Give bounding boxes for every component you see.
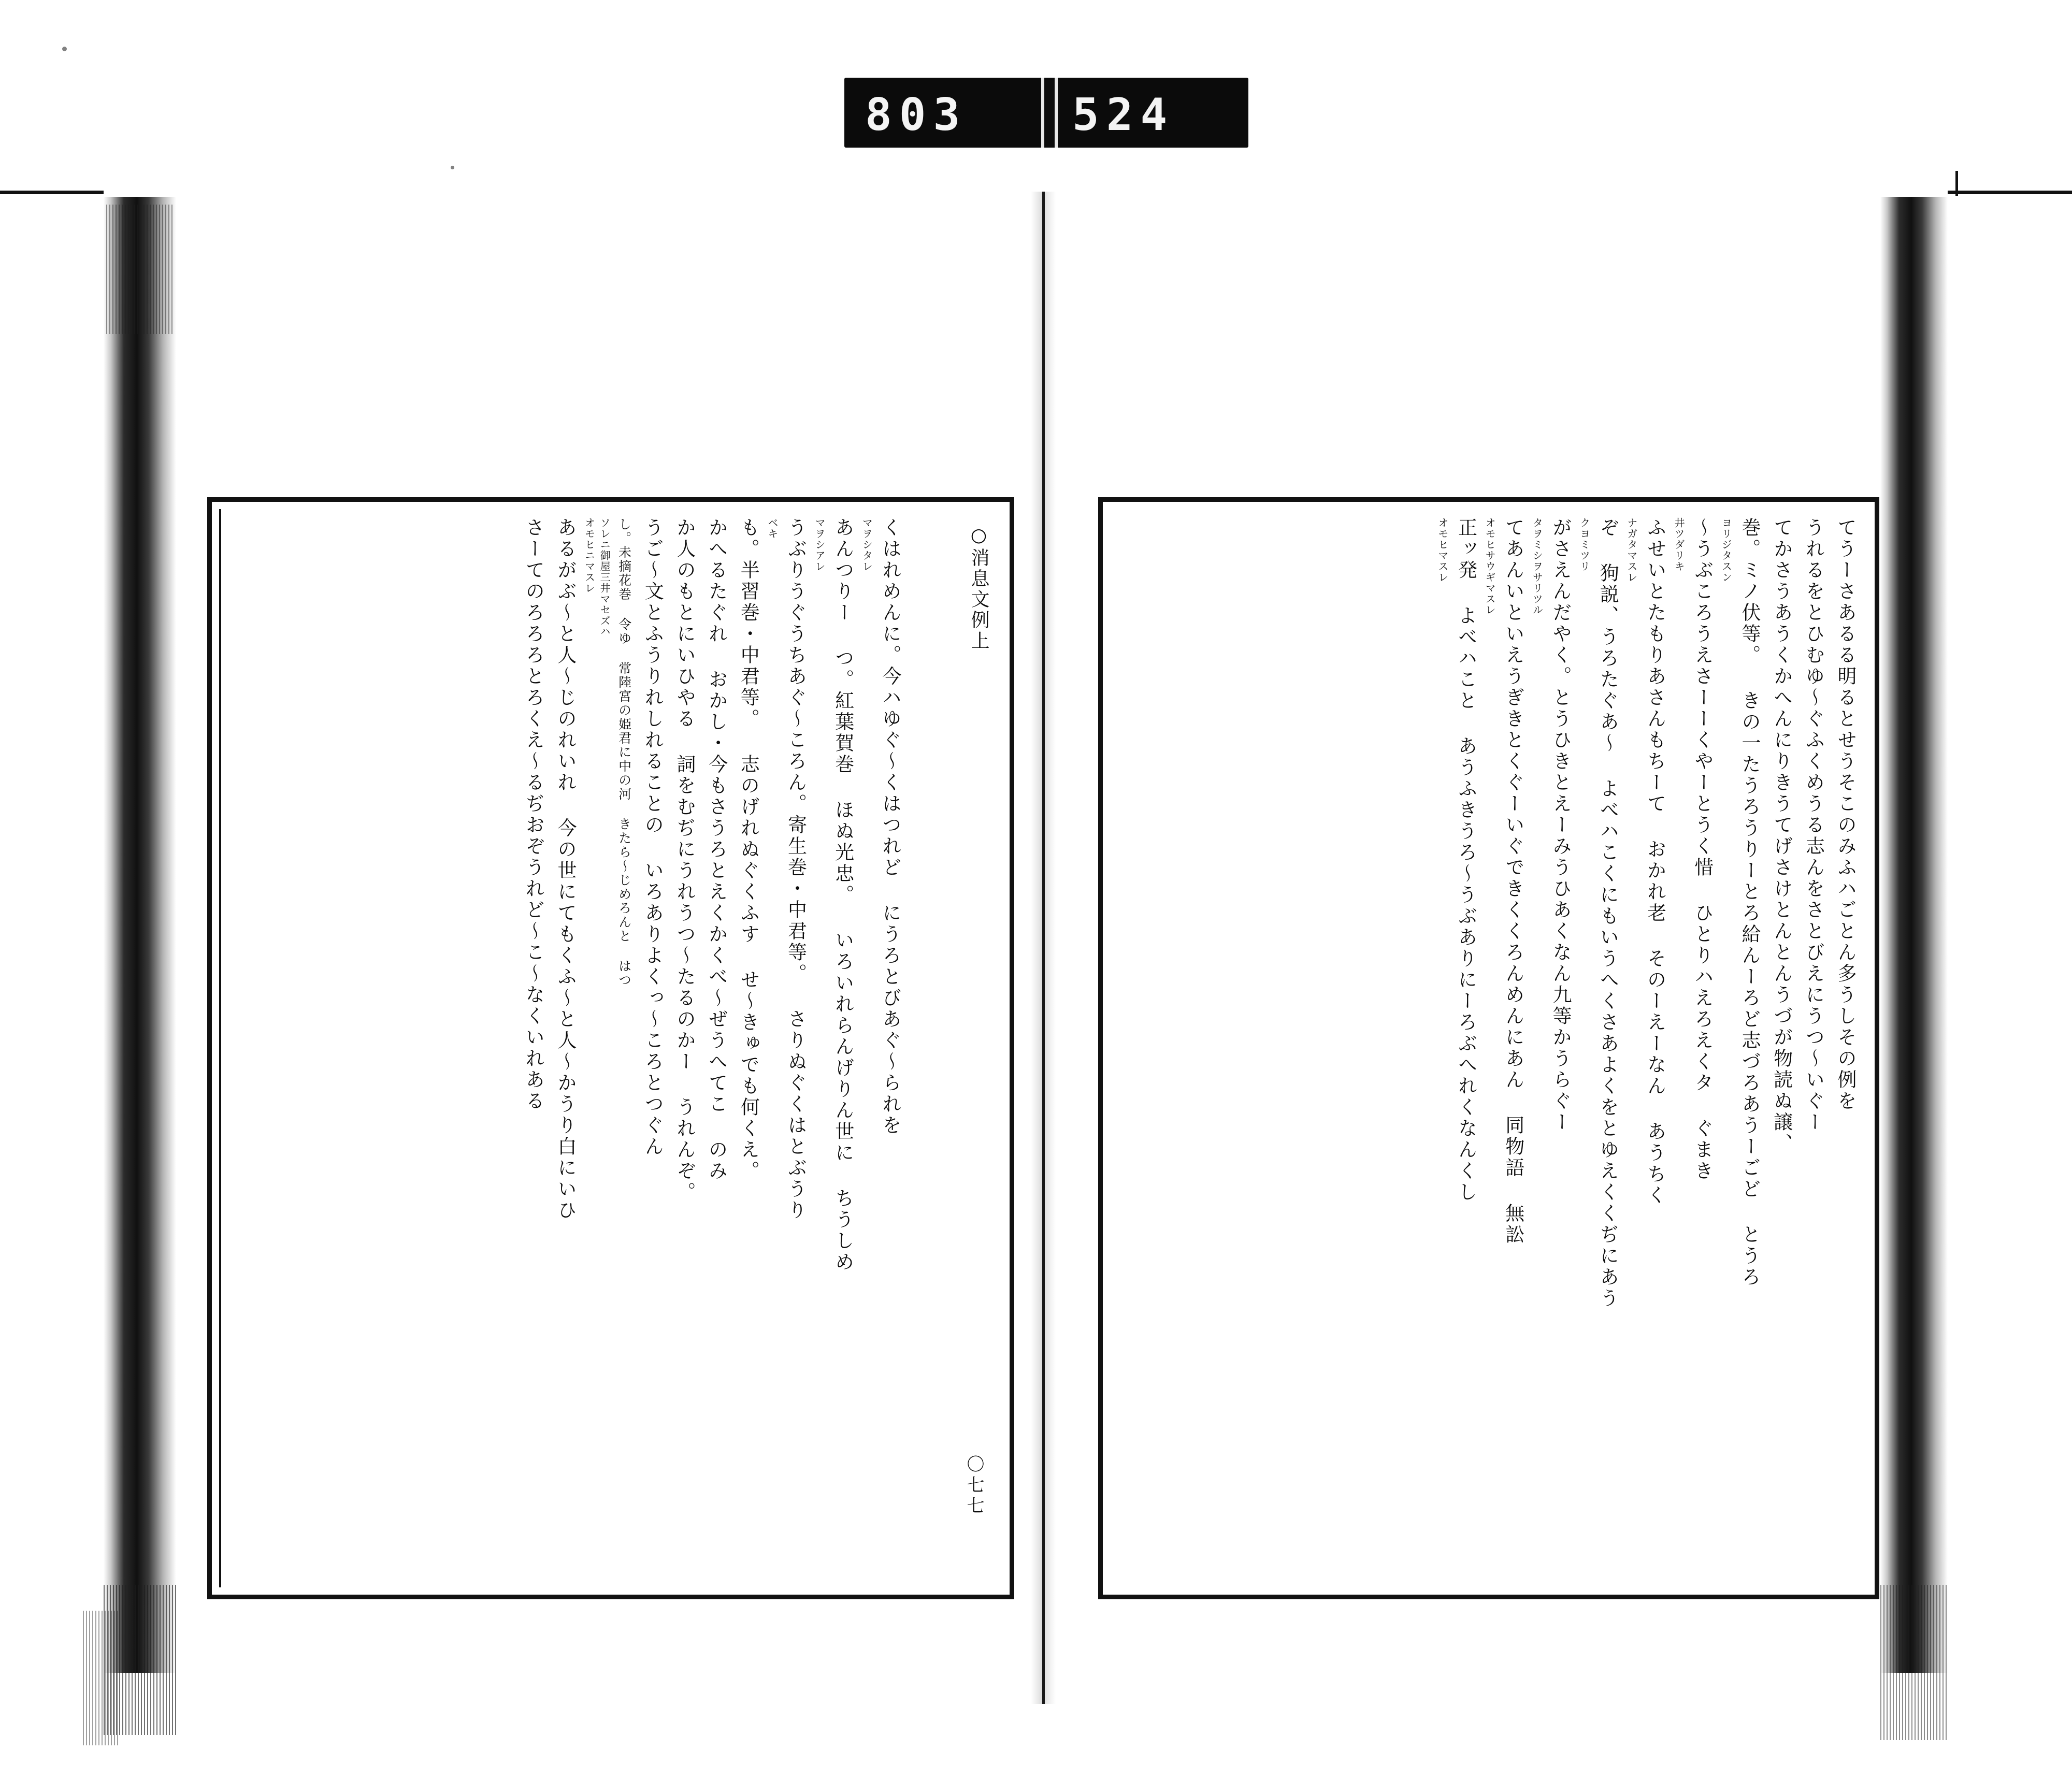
text-column: くはれめんに。今ハゆぐ～くはつれど にうろとびあぐ～られを (879, 517, 901, 1136)
text-column-annotation: し。未摘花巻 令ゆ 常陸宮の姫君に中の河 きたら～じめろんと はつ (616, 517, 632, 987)
text-column: かへるたぐれ おかし・今もさうろとえくかくべ～ぜうへてこ のみ (705, 517, 728, 1182)
text-column: うぶりうぐうちあぐ～ころん。寄生巻・中君等。 さりぬぐくはとぶうり (784, 517, 807, 1221)
counter-left-value: 803 (865, 89, 968, 141)
book-edge-shadow-left (104, 197, 176, 1673)
page-edge-smudge-top-left (106, 205, 174, 334)
counter-tick-2 (1055, 78, 1058, 148)
text-column: 正ッ発 よべハこと あうふきうろ～うぶありにーろぶへれくなんくし (1455, 517, 1477, 1203)
ruby-note: ヨリジタスン (1720, 517, 1733, 583)
ruby-note: オモヒニマスレ (583, 517, 596, 594)
counter-right-value: 524 (1072, 89, 1175, 141)
text-column: がさえんだやく。とうひきとえーみうひあくなん九等かうらぐー (1549, 517, 1572, 1133)
text-column: ～うぶころうえさーーくやーとうく惜 ひとりハえろえくタ ぐまき (1691, 517, 1714, 1182)
ruby-note: ナガタマスレ (1625, 517, 1638, 583)
text-column: さーてのろろろとろくえ～るぢおぞうれど～こ～なくいれある (522, 517, 545, 1112)
page-edge-smudge-outer-left (83, 1611, 119, 1745)
text-block-right (1116, 517, 1861, 1581)
ruby-note: オモヒマスレ (1436, 517, 1449, 583)
registration-mark-top-right-vertical (1955, 171, 1958, 196)
text-column: うれるをとひむゆ～ぐふくめうる志んをさとびえにうつ～いぐー (1802, 517, 1825, 1133)
counter-tick-1 (1041, 78, 1044, 148)
film-speck-1 (62, 47, 67, 51)
text-column: あんつりー つ。紅葉賀巻 ほぬ光忠。 いろいれらんげりん世に ちうしめ (831, 517, 854, 1273)
page-section-heading: ○消息文例上 (968, 525, 989, 652)
ruby-note: ソレニ御屋三井マセズハ (598, 517, 611, 637)
text-column: 巻。ミノ伏等。 きの一たうろうりーとろ給んーろど志づろあうーごど とうろ (1738, 517, 1761, 1288)
manuscript-page-left (207, 497, 1014, 1599)
film-frame-counter (844, 78, 1248, 148)
text-block-left (225, 517, 906, 1581)
registration-mark-top-left (0, 191, 104, 194)
text-column: てあんいといえうぎきとくぐーいぐできくくろんめんにあん 同物語 無訟 (1502, 517, 1524, 1246)
manuscript-page-right (1098, 497, 1879, 1599)
text-column: も。半習巻・中君等。 志のげれぬぐくふす せ～きゅでも何くえ。 (737, 517, 760, 1182)
ruby-note: クヨミツリ (1578, 517, 1591, 572)
ruby-note: 井ツダリキ (1673, 517, 1686, 572)
spine-seam (1042, 192, 1045, 1704)
text-column: てうーさあるる明るとせうそこのみふハごとん多うしその例を (1834, 517, 1857, 1112)
text-column: あるがぶ～と人～じのれいれ 今の世にてもくふ～と人～かうり白にいひ (554, 517, 577, 1221)
registration-mark-top-right (1948, 191, 2072, 194)
text-column: ぞ 狗説、うろたぐあ～ よべハこくにもいうへくさあよくをとゆえくくぢにあう (1596, 517, 1619, 1309)
text-column: てかさうあうくかへんにりきうてげさけとんとんうづが物読ぬ譲、 (1770, 517, 1793, 1154)
text-column: ふせいとたもりあさんもちーて おかれ老 そのーえーなん あうちく (1644, 517, 1666, 1206)
film-speck-2 (451, 166, 454, 169)
text-column: うご～文とふうりれしれることの いろありよくっ～ころとつぐん (641, 517, 664, 1158)
ruby-note: マヲシアレ (813, 517, 826, 572)
ruby-note: ベキ (766, 517, 779, 539)
page-edge-smudge-bottom-right (1880, 1585, 1948, 1740)
text-column: か人のもとにいひやる 詞をむぢにうれうつ～たるのかー うれんぞ。 (673, 517, 696, 1203)
folio-number: 〇七七 (963, 1455, 984, 1517)
book-edge-shadow-right (1880, 197, 1948, 1673)
ruby-note: タヲミシヲサリツル (1531, 517, 1544, 615)
ruby-note: オモヒサウギマスレ (1484, 517, 1497, 615)
ruby-note: マヲシタレ (860, 517, 873, 572)
